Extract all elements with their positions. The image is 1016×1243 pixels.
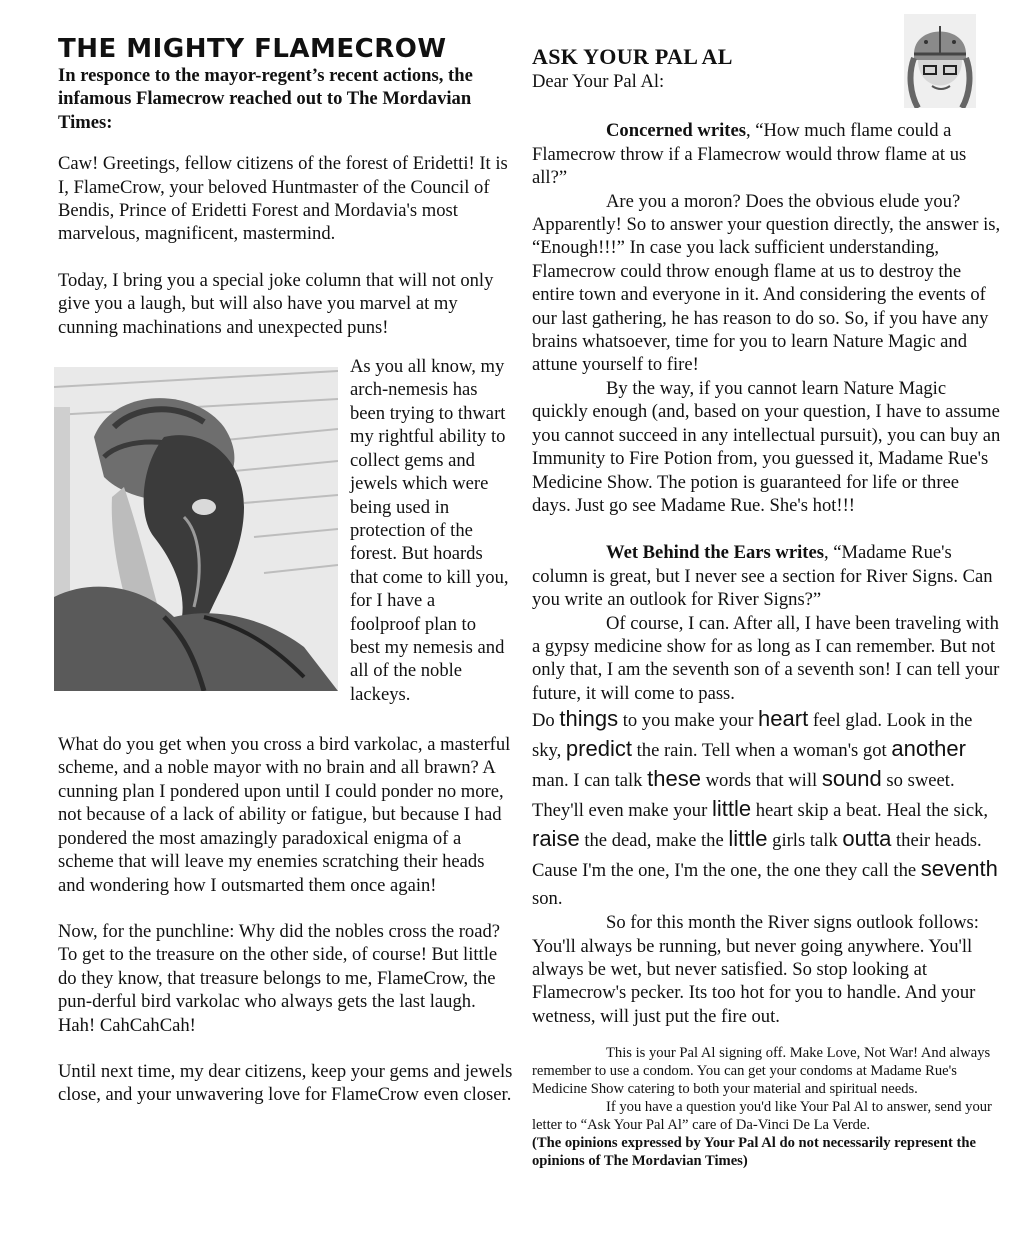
question-text: , “How much flame could a Flamecrow throw if a Flamecrow would throw flame at us all?” (532, 120, 967, 189)
column-title: ASK YOUR PAL AL (532, 44, 733, 69)
question-author: Concerned writes (606, 120, 746, 142)
question-wet-behind-ears (532, 541, 1002, 611)
answer-paragraph: So for this month the River signs outlook follows: You'll always be running, but never going anywhere. You'll always be wet, but never satisfied. So stop looking at Flamecrow's pecker. Its too hot for you to handle. And your wetness, will just put the fire out. (532, 912, 979, 1027)
answer-paragraph: Are you a moron? Does the obvious elude you? Apparently! So to answer your question directly, the answer is, “Enough!!!” In case you lack sufficient understanding, Flamecrow could throw enough flame at us to destroy the entire town and everyone in it. And considering the events of our last gathering, he has reason to do so. So, if you have any brains whatsoever, time for you to learn Nature Magic and attune yourself to fire! (532, 190, 1001, 376)
question-author: Wet Behind the Ears writes (606, 542, 824, 564)
disclaimer: (The opinions expressed by Your Pal Al do not necessarily represent the opinions of The Mordavian Times) (532, 1135, 976, 1170)
intro-paragraph: In responce to the mayor-regent’s recent actions, the infamous Flamecrow reached out to The Mordavian Times: (58, 65, 473, 133)
greeting-paragraph: Caw! Greetings, fellow citizens of the forest of Eridetti! It is I, FlameCrow, your beloved Huntmaster of the Council of Bendis, Prince of Eridetti Forest and Mordavia's most marvelous, magnificent, mastermind. (58, 153, 508, 245)
submission-info: If you have a question you'd like Your Pal Al to answer, send your letter to “Ask Your Pal Al” care of Da-Vinci De La Verde. (532, 1099, 992, 1134)
column-title: THE MIGHTY FLAMECROW (58, 34, 447, 64)
flamecrow-column (58, 30, 514, 1107)
salutation: Dear Your Pal Al: (532, 71, 665, 92)
question-text: , “Madame Rue's column is great, but I never see a section for River Signs. Can you write an outlook for River Signs?” (532, 542, 993, 611)
flamecrow-photo (54, 367, 338, 691)
answer-paragraph: Of course, I can. After all, I have been traveling with a gypsy medicine show for as long as I can remember. But not only that, I am the seventh son of a seventh son! I can tell your future, it will come to pass. (532, 612, 1000, 704)
pal-al-column (532, 40, 1002, 1170)
figure-with-wrap (58, 355, 514, 705)
song-lyrics: Do things to you make your heart feel glad. Look in the sky, predict the rain. Tell when a woman's got another man. I can talk these words that will sound so sweet. They'll even make your little heart skip a beat. Heal the sick, raise the dead, make the little girls talk outta their heads. Cause I'm the one, I'm the one, the one they call the seventh son. (532, 706, 998, 910)
joke-intro-paragraph: Today, I bring you a special joke column that will not only give you a laugh, but will also have you marvel at my cunning machinations and unexpected puns! (58, 269, 494, 338)
signoff: This is your Pal Al signing off. Make Love, Not War! And always remember to use a condom. You can get your condoms at Madame Rue's Medicine Show catering to both your material and spiritual needs. (532, 1045, 991, 1098)
closing-paragraph: Until next time, my dear citizens, keep your gems and jewels close, and your unwavering love for FlameCrow even closer. (58, 1060, 513, 1106)
answer-paragraph: By the way, if you cannot learn Nature Magic quickly enough (and, based on your question, I have to assume you cannot succeed in any intellectual pursuit), you can buy an Immunity to Fire Potion from, you guessed it, Madame Rue's Medicine Show. The potion is guaranteed for life or three days. Just go see Madame Rue. She's hot!!! (532, 377, 1001, 516)
riddle-paragraph: What do you get when you cross a bird varkolac, a masterful scheme, and a noble mayor with no brain and all brawn? A cunning plan I pondered upon until I could ponder no more, not because of a lack of ability or fatigue, but because I had pondered the most amazingly paradoxical enigma of a scheme that will leave my enemies scratching their heads and wondering how I outsmarted them once again! (58, 734, 511, 896)
wrap-paragraph: As you all know, my arch-nemesis has been trying to thwart my rightful ability to collect gems and jewels which were being used in protection of the forest. But hoards that come to kill you, for I have a foolproof plan to best my nemesis and all of the noble lackeys. (350, 356, 509, 705)
question-concerned (532, 119, 1002, 189)
punchline-paragraph: Now, for the punchline: Why did the nobles cross the road? To get to the treasure on the other side, of course! But little do they know, that treasure belongs to me, FlameCrow, the pun-derful bird varkolac who always gets the last laugh. Hah! CahCahCah! (58, 920, 501, 1036)
